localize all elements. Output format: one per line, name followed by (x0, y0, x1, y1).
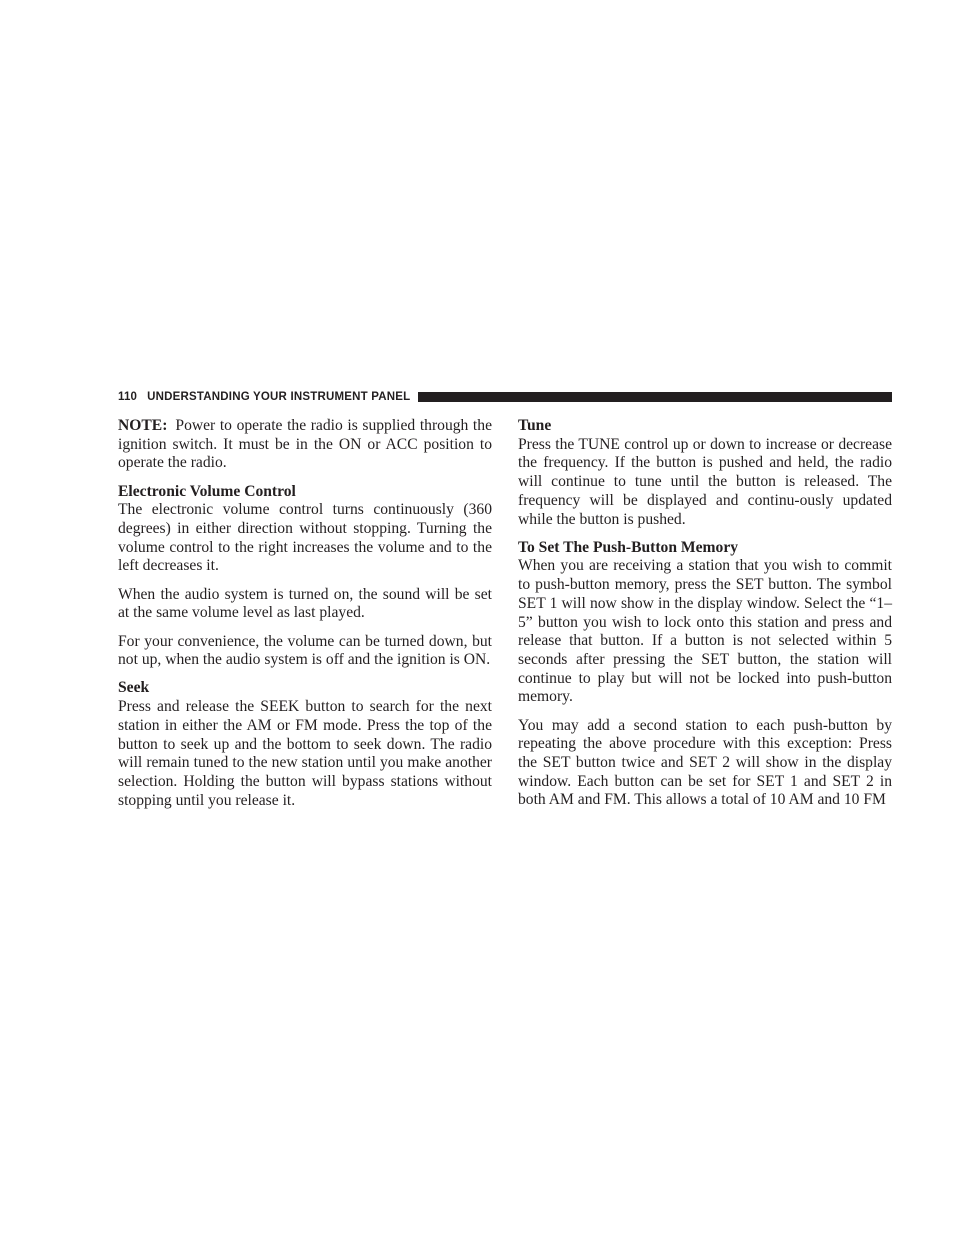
note-paragraph (118, 417, 492, 473)
push-button-memory-paragraph-2: You may add a second station to each push-button by repeating the above procedure with this exception: Press the SET button twice and SET 2 will show in the display window. Each button can be set for SET 1 and SET 2 in both AM and FM. This allows a total of 10 AM and 10 FM (518, 716, 892, 809)
chapter-title: UNDERSTANDING YOUR INSTRUMENT PANEL (147, 391, 411, 403)
page-number: 110 (118, 391, 138, 403)
heading-seek: Seek (118, 679, 150, 697)
section-seek (118, 679, 492, 810)
section-electronic-volume (118, 483, 492, 577)
electronic-volume-paragraph-3: For your convenience, the volume can be turned down, but not up, when the audio system is off and the ignition is ON. (118, 632, 492, 669)
push-button-memory-paragraph-1: When you are receiving a station that you wish to commit to push-button memory, press the SET button. The symbol SET 1 will now show in the display window. Select the “1–5” button you wish to lock onto this station and press and release that button. If a button is not selected within 5 seconds after pressing the SET button, the station will continue to play but will not be locked into push-button memory. (518, 557, 892, 706)
section-tune (518, 417, 892, 529)
note-text: Power to operate the radio is supplied through the ignition switch. It must be in the ON or ACC position to operate the radio. (118, 417, 492, 472)
section-push-button-memory (518, 539, 892, 707)
right-column (518, 417, 892, 820)
heading-tune: Tune (518, 417, 552, 434)
left-column (118, 417, 492, 820)
electronic-volume-paragraph-2: When the audio system is turned on, the sound will be set at the same volume level as last played. (118, 585, 492, 622)
tune-paragraph-1: Press the TUNE control up or down to increase or decrease the frequency. If the button is pushed and held, the radio will continue to tune until the button is released. The frequency will be displayed and continu-ously updated while the button is pushed. (518, 435, 892, 528)
heading-electronic-volume: Electronic Volume Control (118, 482, 296, 500)
header-rule (418, 392, 892, 402)
heading-push-button-memory: To Set The Push-Button Memory (518, 538, 739, 556)
note-label: NOTE: (118, 417, 168, 434)
seek-paragraph-1: Press and release the SEEK button to search for the next station in either the AM or FM mode. Press the top of the button to seek up and the bottom to seek down. The radio will remain tuned to the new station until you make another selection. Holding the button will bypass stations without stopping until you release it. (118, 698, 492, 809)
electronic-volume-paragraph-1: The electronic volume control turns continuously (360 degrees) in either direction without stopping. Turning the volume control to the right increases the volume and to the left decreases it. (118, 501, 492, 575)
page-header (118, 389, 892, 405)
